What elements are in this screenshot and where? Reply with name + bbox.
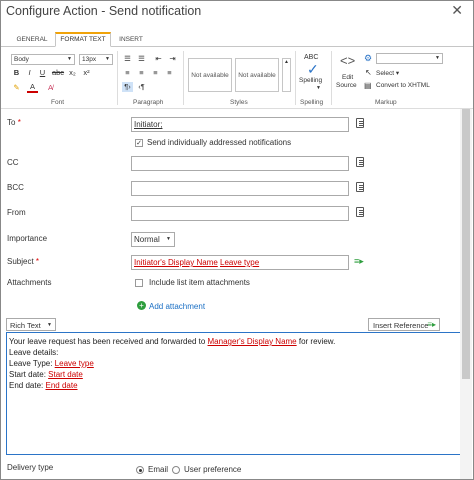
underline-icon[interactable]: U bbox=[39, 68, 46, 77]
to-value: Initiator; bbox=[134, 120, 163, 129]
attachments-label: Attachments bbox=[7, 278, 52, 287]
body-token[interactable]: Start date bbox=[48, 370, 83, 379]
subject-token[interactable]: Leave type bbox=[220, 258, 260, 267]
body-editor[interactable] bbox=[6, 332, 463, 455]
delivery-user-pref-radio[interactable] bbox=[172, 466, 180, 474]
spelling-group-label: Spelling bbox=[300, 99, 324, 106]
align-left-icon[interactable]: ≡ bbox=[125, 68, 130, 77]
include-attachments-checkbox[interactable] bbox=[135, 279, 143, 287]
insert-reference-button[interactable] bbox=[368, 318, 440, 331]
chevron-down-icon: ▼ bbox=[67, 56, 72, 62]
close-icon[interactable]: ✕ bbox=[451, 2, 463, 18]
body-line bbox=[9, 369, 460, 380]
subscript-icon[interactable]: x₂ bbox=[69, 68, 76, 77]
markup-group-label: Markup bbox=[375, 99, 397, 106]
bcc-field[interactable] bbox=[131, 181, 349, 196]
add-icon[interactable]: + bbox=[137, 301, 146, 310]
chevron-down-icon: ▼ bbox=[166, 236, 171, 242]
markup-style-select[interactable] bbox=[376, 53, 443, 64]
divider bbox=[117, 51, 118, 105]
edit-source-line2[interactable]: Source bbox=[336, 82, 357, 89]
address-book-icon[interactable] bbox=[356, 118, 364, 128]
body-line bbox=[9, 380, 460, 391]
spelling-check-icon[interactable]: ✓ bbox=[307, 61, 319, 77]
rtl-icon[interactable]: ‹¶ bbox=[138, 82, 145, 91]
divider bbox=[331, 51, 332, 105]
edit-source-line1[interactable]: Edit bbox=[342, 74, 354, 81]
subject-token[interactable]: Initiator's Display Name bbox=[134, 258, 218, 267]
address-book-icon[interactable] bbox=[356, 207, 364, 217]
spelling-button[interactable]: Spelling bbox=[299, 77, 323, 84]
font-family-value: Body bbox=[14, 56, 29, 63]
ribbon bbox=[1, 47, 473, 109]
include-attachments-label: Include list item attachments bbox=[149, 278, 250, 287]
cc-field[interactable] bbox=[131, 156, 349, 171]
styles-scroll[interactable]: ▲ bbox=[282, 58, 291, 92]
chevron-down-icon: ▼ bbox=[435, 55, 440, 61]
importance-select[interactable] bbox=[131, 232, 175, 247]
subject-field[interactable] bbox=[131, 255, 349, 270]
edit-source-icon[interactable]: <> bbox=[340, 53, 356, 68]
font-family-select[interactable] bbox=[11, 54, 75, 65]
vertical-scrollbar[interactable] bbox=[460, 109, 472, 479]
align-right-icon[interactable]: ≡ bbox=[153, 68, 158, 77]
scrollbar-thumb[interactable] bbox=[462, 109, 470, 379]
tab-insert[interactable]: INSERT bbox=[119, 36, 143, 43]
chevron-down-icon[interactable]: ▼ bbox=[316, 85, 321, 91]
delivery-email-radio[interactable] bbox=[136, 466, 144, 474]
body-token[interactable]: Manager's Display Name bbox=[207, 337, 297, 346]
bcc-label: BCC bbox=[7, 183, 24, 192]
select-button[interactable]: Select ▾ bbox=[376, 70, 400, 77]
to-field[interactable] bbox=[131, 117, 349, 132]
address-book-icon[interactable] bbox=[356, 182, 364, 192]
style-option[interactable]: Not available bbox=[188, 58, 232, 92]
required-marker: * bbox=[17, 118, 21, 127]
insert-lookup-icon[interactable]: ≡▸ bbox=[354, 256, 364, 266]
from-field[interactable] bbox=[131, 206, 349, 221]
chevron-down-icon: ▼ bbox=[105, 56, 110, 62]
importance-value: Normal bbox=[134, 235, 160, 244]
ribbon-tabs bbox=[1, 32, 473, 47]
highlight-icon[interactable]: ✎ bbox=[13, 83, 20, 92]
clear-format-icon[interactable]: A̸ bbox=[47, 83, 53, 92]
style-option[interactable]: Not available bbox=[235, 58, 279, 92]
dialog-title: Configure Action - Send notification bbox=[6, 4, 202, 18]
numbered-list-icon[interactable]: ☰ bbox=[138, 54, 145, 63]
body-token[interactable]: Leave type bbox=[54, 359, 94, 368]
importance-label: Importance bbox=[7, 234, 48, 243]
send-individually-checkbox[interactable]: ✓ bbox=[136, 140, 142, 147]
body-format-value: Rich Text bbox=[10, 321, 41, 330]
divider bbox=[183, 51, 184, 105]
bold-icon[interactable]: B bbox=[13, 68, 20, 77]
address-book-icon[interactable] bbox=[356, 157, 364, 167]
align-center-icon[interactable]: ≡ bbox=[139, 68, 144, 77]
body-text: Leave Type: bbox=[9, 359, 55, 368]
cc-label: CC bbox=[7, 158, 19, 167]
strikethrough-icon[interactable]: abc bbox=[51, 68, 65, 77]
styles-group-label: Styles bbox=[230, 99, 248, 106]
superscript-icon[interactable]: x² bbox=[83, 68, 90, 77]
tab-general[interactable]: GENERAL bbox=[16, 36, 48, 43]
bullet-list-icon[interactable]: ☰ bbox=[124, 54, 131, 63]
add-attachment-link[interactable]: Add attachment bbox=[149, 302, 206, 311]
required-marker: * bbox=[35, 257, 40, 266]
body-format-select[interactable] bbox=[6, 318, 56, 331]
font-size-select[interactable] bbox=[79, 54, 113, 65]
cursor-icon: ↖ bbox=[365, 68, 372, 77]
font-group-label: Font bbox=[51, 99, 65, 106]
body-text: for review. bbox=[296, 337, 336, 346]
body-text: Start date: bbox=[9, 370, 49, 379]
subject-label bbox=[7, 257, 39, 266]
subject-label-text: Subject bbox=[7, 257, 34, 266]
insert-lookup-icon: ≡▸ bbox=[427, 320, 436, 329]
body-line: Leave details: bbox=[9, 348, 59, 357]
outdent-icon[interactable]: ⇤ bbox=[155, 54, 162, 63]
convert-icon: ▤ bbox=[364, 81, 372, 90]
from-label: From bbox=[7, 208, 26, 217]
convert-to-xhtml-button[interactable]: Convert to XHTML bbox=[376, 82, 430, 89]
language-icon[interactable]: ⚙ bbox=[364, 53, 373, 63]
italic-icon[interactable]: I bbox=[28, 68, 31, 77]
tab-format-text[interactable]: FORMAT TEXT bbox=[55, 32, 111, 47]
spelling-abc-text: ABC bbox=[304, 54, 319, 61]
body-text: End date: bbox=[9, 381, 46, 390]
paragraph-group-label: Paragraph bbox=[133, 99, 164, 106]
select-label: Select bbox=[376, 70, 395, 77]
delivery-user-pref-label: User preference bbox=[184, 465, 242, 474]
font-size-value: 13px bbox=[82, 56, 97, 63]
body-text: Your leave request has been received and forwarded to bbox=[9, 337, 208, 346]
insert-reference-label: Insert Reference bbox=[373, 321, 429, 330]
to-label bbox=[7, 118, 21, 127]
divider bbox=[295, 51, 296, 105]
chevron-down-icon: ▼ bbox=[47, 322, 52, 328]
justify-icon[interactable]: ≡ bbox=[167, 68, 172, 77]
to-label-text: To bbox=[7, 118, 16, 127]
delivery-email-label: Email bbox=[148, 465, 169, 474]
delivery-type-label: Delivery type bbox=[7, 463, 54, 472]
title-bar bbox=[1, 1, 473, 23]
indent-icon[interactable]: ⇥ bbox=[169, 54, 176, 63]
ltr-icon[interactable]: ¶› bbox=[122, 82, 133, 92]
body-line bbox=[9, 336, 460, 347]
font-color-icon[interactable]: A bbox=[27, 82, 38, 93]
body-line bbox=[9, 358, 460, 369]
send-individually-label: Send individually addressed notifications bbox=[147, 138, 292, 147]
body-token[interactable]: End date bbox=[45, 381, 78, 390]
